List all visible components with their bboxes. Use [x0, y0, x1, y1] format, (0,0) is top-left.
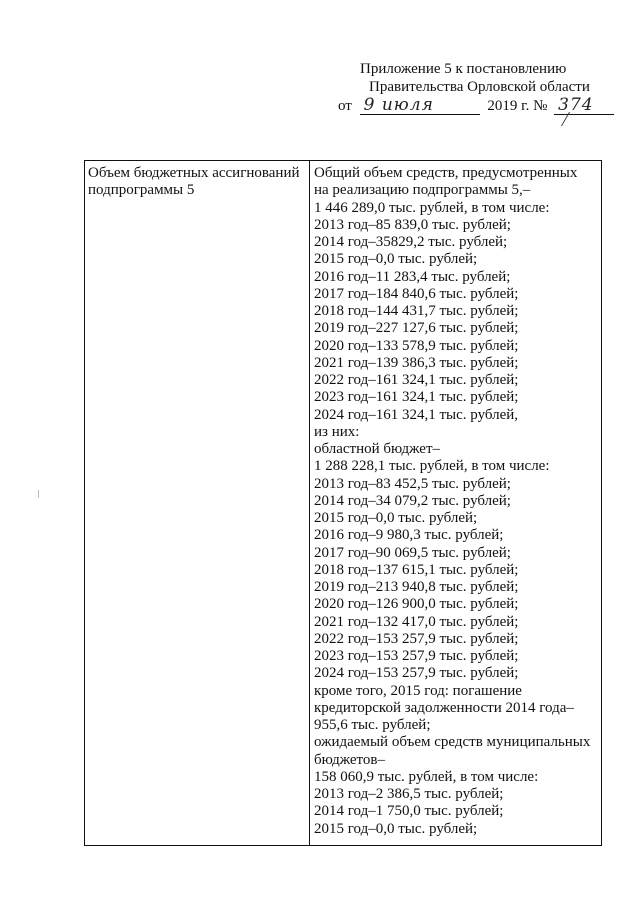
table-line: 2015 год–0,0 тыс. рублей;	[314, 510, 478, 526]
table-line: Общий объем средств, предусмотренных	[314, 165, 578, 181]
date-signature: 9 июля	[360, 96, 480, 115]
number-signature: 374	[554, 96, 614, 115]
margin-mark	[38, 490, 39, 498]
table-line: 2019 год–213 940,8 тыс. рублей;	[314, 579, 519, 595]
year-number-label: 2019 г. №	[487, 98, 548, 114]
table-line: 2020 год–133 578,9 тыс. рублей;	[314, 337, 519, 354]
table-line: 1 288 228,1 тыс. рублей, в том числе:	[314, 458, 550, 475]
table-line: ожидаемый объем средств муниципальных	[314, 734, 591, 751]
table-line: 2014 год–34 079,2 тыс. рублей;	[314, 492, 511, 509]
table-line: кредиторской задолженности 2014 года–	[314, 699, 574, 716]
table-line: 2018 год–144 431,7 тыс. рублей;	[314, 303, 519, 319]
table-line: на реализацию подпрограммы 5,–	[314, 182, 531, 199]
table-line: бюджетов–	[314, 751, 385, 768]
table-line: 2022 год–153 257,9 тыс. рублей;	[314, 630, 519, 647]
table-line: 158 060,9 тыс. рублей, в том числе:	[314, 768, 539, 785]
table-line: 2016 год–9 980,3 тыс. рублей;	[314, 527, 504, 544]
table-line: 2023 год–161 324,1 тыс. рублей;	[314, 389, 519, 406]
from-label: от	[338, 98, 352, 114]
table-line: из них:	[314, 423, 360, 440]
table-line: 2014 год–35829,2 тыс. рублей;	[314, 234, 508, 250]
budget-table	[84, 160, 602, 846]
government-title: Правительства Орловской области	[369, 79, 590, 95]
table-line: 2023 год–153 257,9 тыс. рублей;	[314, 648, 519, 664]
table-line: 2022 год–161 324,1 тыс. рублей;	[314, 372, 519, 388]
table-line: 2017 год–184 840,6 тыс. рублей;	[314, 285, 519, 302]
table-line: 2019 год–227 127,6 тыс. рублей;	[314, 320, 519, 337]
table-line: 2013 год–85 839,0 тыс. рублей;	[314, 216, 511, 233]
column-divider	[309, 161, 310, 845]
table-line: 2021 год–139 386,3 тыс. рублей;	[314, 354, 519, 371]
table-line: 2015 год–0,0 тыс. рублей;	[314, 820, 478, 837]
table-line: 1 446 289,0 тыс. рублей, в том числе:	[314, 199, 550, 216]
table-line: 2014 год–1 750,0 тыс. рублей;	[314, 803, 504, 820]
table-line: 2013 год–83 452,5 тыс. рублей;	[314, 475, 511, 492]
table-line: 2017 год–90 069,5 тыс. рублей;	[314, 544, 511, 561]
table-line: 2020 год–126 900,0 тыс. рублей;	[314, 596, 519, 613]
table-line: областной бюджет–	[314, 441, 441, 457]
table-line: 955,6 тыс. рублей;	[314, 717, 431, 733]
table-line: подпрограммы 5	[88, 182, 195, 199]
table-line: кроме того, 2015 год: погашение	[314, 682, 522, 699]
table-line: 2024 год–153 257,9 тыс. рублей;	[314, 665, 519, 682]
document-header	[0, 0, 640, 140]
table-line: 2015 год–0,0 тыс. рублей;	[314, 251, 478, 268]
table-line: 2024 год–161 324,1 тыс. рублей,	[314, 406, 519, 423]
table-line: Объем бюджетных ассигнований	[88, 165, 300, 181]
right-cell	[314, 165, 600, 838]
table-line: 2018 год–137 615,1 тыс. рублей;	[314, 561, 519, 578]
table-line: 2021 год–132 417,0 тыс. рублей;	[314, 613, 519, 630]
left-cell	[88, 165, 306, 199]
table-line: 2013 год–2 386,5 тыс. рублей;	[314, 786, 504, 802]
table-line: 2016 год–11 283,4 тыс. рублей;	[314, 268, 511, 285]
appendix-title: Приложение 5 к постановлению	[360, 61, 567, 77]
